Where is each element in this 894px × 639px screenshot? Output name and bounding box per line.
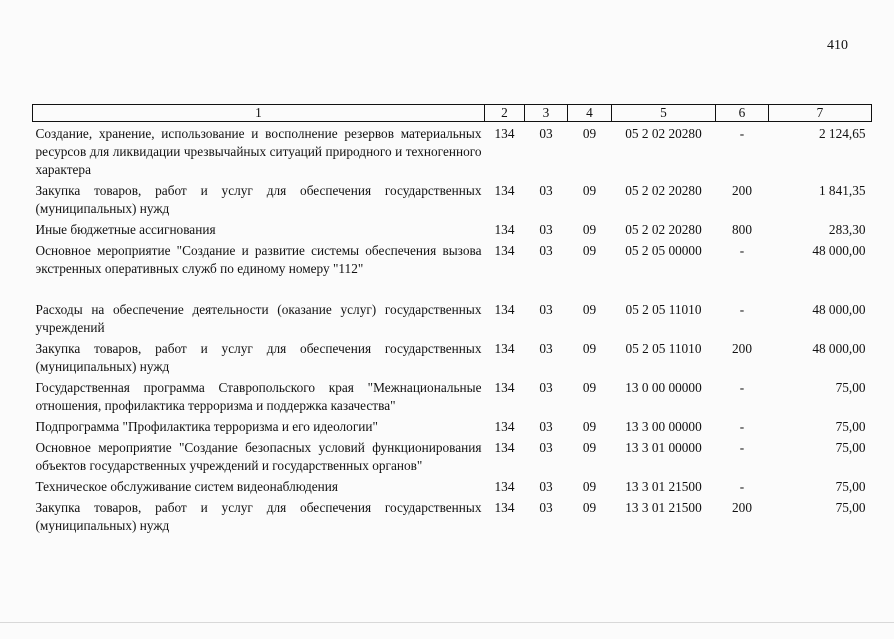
row-description: Расходы на обеспечение деятельности (оказание услуг) государственных учреждений	[35, 302, 482, 335]
row-amount: 75,00	[835, 440, 866, 455]
row-subsection-code: 09	[582, 380, 597, 395]
row-section-code: 03	[539, 380, 553, 395]
row-target-article: 05 2 02 20280	[625, 126, 702, 141]
row-section-code: 03	[539, 222, 553, 237]
row-ministry-code: 134	[494, 183, 515, 198]
row-ministry-code: 134	[494, 302, 515, 317]
row-section-code: 03	[539, 479, 553, 494]
row-subsection-code: 09	[582, 419, 597, 434]
row-subsection-code: 09	[582, 500, 597, 515]
budget-table	[32, 104, 872, 535]
table-row	[33, 122, 872, 180]
row-subsection-code: 09	[582, 243, 597, 258]
row-target-article: 05 2 05 00000	[625, 243, 702, 258]
row-amount: 75,00	[835, 419, 866, 434]
row-ministry-code: 134	[494, 380, 515, 395]
table-row	[33, 496, 872, 535]
row-description: Государственная программа Ставропольского края "Межнациональные отношения, профилактика терроризма и поддержка казачества"	[35, 380, 482, 413]
row-description: Закупка товаров, работ и услуг для обеспечения государственных (муниципальных) нужд	[35, 500, 482, 533]
row-amount: 75,00	[835, 380, 866, 395]
row-target-article: 13 3 00 00000	[625, 419, 702, 434]
row-target-article: 13 3 01 21500	[625, 479, 702, 494]
row-amount: 48 000,00	[812, 243, 866, 258]
row-ministry-code: 134	[494, 126, 515, 141]
row-ministry-code: 134	[494, 341, 515, 356]
row-expense-type: -	[739, 440, 745, 455]
row-expense-type: -	[739, 302, 745, 317]
row-description: Иные бюджетные ассигнования	[35, 222, 216, 237]
row-expense-type: 200	[732, 341, 752, 356]
table-row	[33, 298, 872, 337]
row-ministry-code: 134	[494, 243, 515, 258]
row-amount: 283,30	[828, 222, 866, 237]
row-expense-type: 200	[732, 183, 752, 198]
column-header-3: 3	[525, 105, 568, 122]
table-row	[33, 436, 872, 475]
row-subsection-code: 09	[582, 302, 597, 317]
row-section-code: 03	[539, 183, 553, 198]
row-subsection-code: 09	[582, 183, 597, 198]
row-expense-type: -	[739, 243, 745, 258]
row-target-article: 05 2 05 11010	[625, 302, 702, 317]
row-section-code: 03	[539, 243, 553, 258]
row-amount: 75,00	[835, 479, 866, 494]
row-description: Закупка товаров, работ и услуг для обеспечения государственных (муниципальных) нужд	[35, 183, 482, 216]
row-subsection-code: 09	[582, 126, 597, 141]
page-number: 410	[827, 38, 848, 53]
table-row	[33, 475, 872, 496]
row-ministry-code: 134	[494, 222, 515, 237]
row-section-code: 03	[539, 126, 553, 141]
table-row	[33, 179, 872, 218]
table-row	[33, 218, 872, 239]
row-target-article: 13 3 01 00000	[625, 440, 702, 455]
table-row	[33, 415, 872, 436]
row-section-code: 03	[539, 341, 553, 356]
row-target-article: 13 3 01 21500	[625, 500, 702, 515]
row-ministry-code: 134	[494, 440, 515, 455]
row-expense-type: -	[739, 419, 745, 434]
row-target-article: 05 2 02 20280	[625, 183, 702, 198]
table-row	[33, 337, 872, 376]
column-header-6: 6	[716, 105, 769, 122]
row-section-code: 03	[539, 302, 553, 317]
row-expense-type: 800	[732, 222, 752, 237]
row-ministry-code: 134	[494, 479, 515, 494]
row-section-code: 03	[539, 500, 553, 515]
scan-artifact-line	[0, 622, 894, 623]
row-description: Техническое обслуживание систем видеонаблюдения	[35, 479, 338, 494]
row-ministry-code: 134	[494, 419, 515, 434]
row-subsection-code: 09	[582, 222, 597, 237]
row-target-article: 13 0 00 00000	[625, 380, 702, 395]
row-amount: 1 841,35	[818, 183, 866, 198]
row-description: Основное мероприятие "Создание и развитие системы обеспечения вызова экстренных оперативных служб по единому номеру "112"	[35, 243, 482, 276]
column-header-2: 2	[485, 105, 525, 122]
row-description: Основное мероприятие "Создание безопасных условий функционирования объектов государственных учреждений и государственных органов"	[35, 440, 482, 473]
row-subsection-code: 09	[582, 341, 597, 356]
column-header-5: 5	[612, 105, 716, 122]
row-expense-type: -	[739, 380, 745, 395]
row-section-code: 03	[539, 440, 553, 455]
table-header-row	[33, 105, 872, 122]
row-ministry-code: 134	[494, 500, 515, 515]
row-expense-type: 200	[732, 500, 752, 515]
row-amount: 48 000,00	[812, 341, 866, 356]
row-amount: 75,00	[835, 500, 866, 515]
row-description: Закупка товаров, работ и услуг для обеспечения государственных (муниципальных) нужд	[35, 341, 482, 374]
row-section-code: 03	[539, 419, 553, 434]
row-subsection-code: 09	[582, 440, 597, 455]
row-target-article: 05 2 02 20280	[625, 222, 702, 237]
column-header-7: 7	[769, 105, 872, 122]
row-amount: 2 124,65	[818, 126, 866, 141]
column-header-4: 4	[568, 105, 612, 122]
row-amount: 48 000,00	[812, 302, 866, 317]
row-description: Подпрограмма "Профилактика терроризма и его идеологии"	[35, 419, 378, 434]
table-row	[33, 376, 872, 415]
row-subsection-code: 09	[582, 479, 597, 494]
row-expense-type: -	[739, 479, 745, 494]
row-description: Создание, хранение, использование и восполнение резервов материальных ресурсов для ликвидации чрезвычайных ситуаций природного и техногенного характера	[35, 126, 482, 177]
row-expense-type: -	[739, 126, 745, 141]
row-target-article: 05 2 05 11010	[625, 341, 702, 356]
column-header-1: 1	[33, 105, 485, 122]
table-row	[33, 239, 872, 298]
